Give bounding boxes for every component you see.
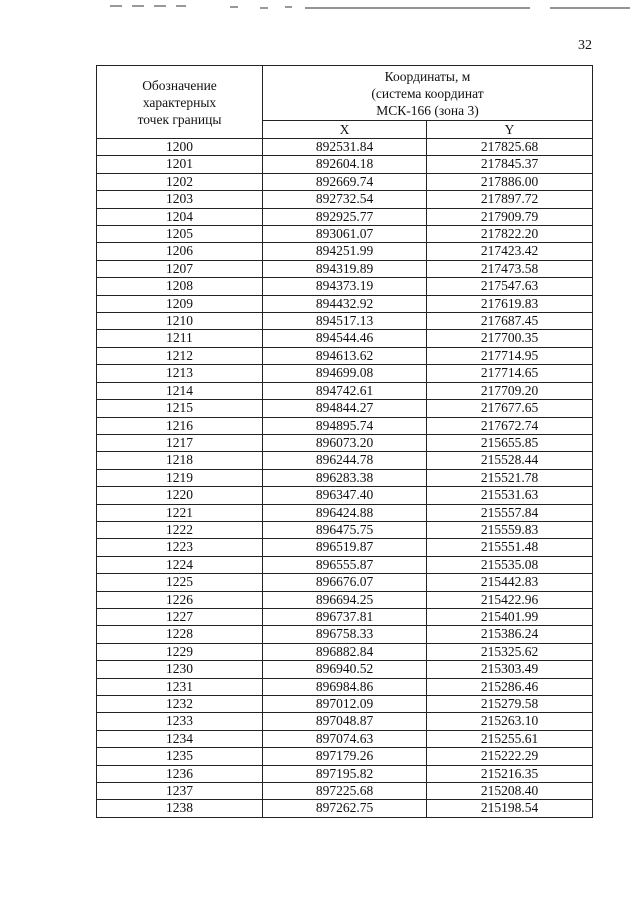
point-id-cell: 1212 — [97, 347, 263, 364]
point-id-cell: 1229 — [97, 643, 263, 660]
table-row — [97, 678, 593, 695]
table-row — [97, 243, 593, 260]
table-row — [97, 696, 593, 713]
x-coordinate-cell: 894432.92 — [263, 295, 427, 312]
point-id-cell: 1213 — [97, 365, 263, 382]
page-number: 32 — [578, 38, 592, 53]
x-coordinate-cell: 896555.87 — [263, 556, 427, 573]
x-coordinate-cell: 894517.13 — [263, 313, 427, 330]
point-id-cell: 1221 — [97, 504, 263, 521]
x-coordinate-cell: 894319.89 — [263, 260, 427, 277]
x-coordinate-cell: 894251.99 — [263, 243, 427, 260]
y-coordinate-cell: 217822.20 — [427, 226, 593, 243]
y-coordinate-cell: 217714.95 — [427, 347, 593, 364]
point-id-cell: 1211 — [97, 330, 263, 347]
header-name-line-1: Обозначение — [142, 77, 217, 93]
table-row — [97, 260, 593, 277]
y-coordinate-cell: 215551.48 — [427, 539, 593, 556]
y-coordinate-cell: 217709.20 — [427, 382, 593, 399]
header-coordinates — [263, 66, 593, 121]
y-coordinate-cell: 215279.58 — [427, 696, 593, 713]
point-id-cell: 1237 — [97, 783, 263, 800]
table-row — [97, 504, 593, 521]
table-row — [97, 313, 593, 330]
table-row — [97, 278, 593, 295]
table-row — [97, 765, 593, 782]
x-coordinate-cell: 892732.54 — [263, 191, 427, 208]
table-row — [97, 713, 593, 730]
x-coordinate-cell: 897225.68 — [263, 783, 427, 800]
point-id-cell: 1203 — [97, 191, 263, 208]
y-coordinate-cell: 215528.44 — [427, 452, 593, 469]
x-coordinate-cell: 892604.18 — [263, 156, 427, 173]
point-id-cell: 1218 — [97, 452, 263, 469]
point-id-cell: 1220 — [97, 487, 263, 504]
table-row — [97, 365, 593, 382]
point-id-cell: 1230 — [97, 661, 263, 678]
point-id-cell: 1219 — [97, 469, 263, 486]
y-coordinate-cell: 215401.99 — [427, 608, 593, 625]
y-coordinate-cell: 217677.65 — [427, 400, 593, 417]
x-coordinate-cell: 892669.74 — [263, 173, 427, 190]
y-coordinate-cell: 215386.24 — [427, 626, 593, 643]
x-coordinate-cell: 894844.27 — [263, 400, 427, 417]
table-row — [97, 295, 593, 312]
y-coordinate-cell: 217672.74 — [427, 417, 593, 434]
point-id-cell: 1223 — [97, 539, 263, 556]
x-coordinate-cell: 897179.26 — [263, 748, 427, 765]
y-coordinate-cell: 217714.65 — [427, 365, 593, 382]
point-id-cell: 1206 — [97, 243, 263, 260]
table-row — [97, 556, 593, 573]
table-row — [97, 608, 593, 625]
x-coordinate-cell: 896424.88 — [263, 504, 427, 521]
y-coordinate-cell: 215422.96 — [427, 591, 593, 608]
x-coordinate-cell: 893061.07 — [263, 226, 427, 243]
y-coordinate-cell: 215531.63 — [427, 487, 593, 504]
x-coordinate-cell: 892531.84 — [263, 139, 427, 156]
y-coordinate-cell: 215521.78 — [427, 469, 593, 486]
table-row — [97, 539, 593, 556]
table-row — [97, 800, 593, 817]
x-coordinate-cell: 894544.46 — [263, 330, 427, 347]
boundary-points-table — [96, 65, 593, 818]
table-row — [97, 469, 593, 486]
y-coordinate-cell: 215216.35 — [427, 765, 593, 782]
point-id-cell: 1225 — [97, 574, 263, 591]
point-id-cell: 1209 — [97, 295, 263, 312]
point-id-cell: 1201 — [97, 156, 263, 173]
x-coordinate-cell: 897074.63 — [263, 730, 427, 747]
y-coordinate-cell: 217825.68 — [427, 139, 593, 156]
point-id-cell: 1227 — [97, 608, 263, 625]
point-id-cell: 1224 — [97, 556, 263, 573]
y-coordinate-cell: 215557.84 — [427, 504, 593, 521]
point-id-cell: 1210 — [97, 313, 263, 330]
y-coordinate-cell: 215303.49 — [427, 661, 593, 678]
table-row — [97, 591, 593, 608]
table-row — [97, 643, 593, 660]
point-id-cell: 1233 — [97, 713, 263, 730]
y-coordinate-cell: 217423.42 — [427, 243, 593, 260]
header-name-line-2: характерных — [142, 94, 217, 110]
table-row — [97, 521, 593, 538]
header-x: X — [263, 121, 427, 139]
y-coordinate-cell: 217886.00 — [427, 173, 593, 190]
x-coordinate-cell: 896283.38 — [263, 469, 427, 486]
header-point-designation — [97, 66, 263, 139]
y-coordinate-cell: 215535.08 — [427, 556, 593, 573]
y-coordinate-cell: 215655.85 — [427, 434, 593, 451]
y-coordinate-cell: 215286.46 — [427, 678, 593, 695]
point-id-cell: 1234 — [97, 730, 263, 747]
point-id-cell: 1236 — [97, 765, 263, 782]
point-id-cell: 1238 — [97, 800, 263, 817]
x-coordinate-cell: 896758.33 — [263, 626, 427, 643]
table-row — [97, 382, 593, 399]
header-coords-line-3: МСК-166 (зона 3) — [376, 103, 479, 118]
point-id-cell: 1207 — [97, 260, 263, 277]
table-row — [97, 347, 593, 364]
x-coordinate-cell: 896694.25 — [263, 591, 427, 608]
point-id-cell: 1214 — [97, 382, 263, 399]
y-coordinate-cell: 217687.45 — [427, 313, 593, 330]
x-coordinate-cell: 894373.19 — [263, 278, 427, 295]
header-coords-line-1: Координаты, м — [384, 69, 471, 84]
x-coordinate-cell: 896676.07 — [263, 574, 427, 591]
header-name-line-3: точек границы — [137, 111, 222, 127]
table-row — [97, 434, 593, 451]
table-row — [97, 226, 593, 243]
x-coordinate-cell: 896737.81 — [263, 608, 427, 625]
table-row — [97, 661, 593, 678]
x-coordinate-cell: 896519.87 — [263, 539, 427, 556]
y-coordinate-cell: 215222.29 — [427, 748, 593, 765]
header-coords-line-2: (система координат — [371, 86, 484, 101]
x-coordinate-cell: 896940.52 — [263, 661, 427, 678]
y-coordinate-cell: 215263.10 — [427, 713, 593, 730]
point-id-cell: 1205 — [97, 226, 263, 243]
table-row — [97, 748, 593, 765]
y-coordinate-cell: 215325.62 — [427, 643, 593, 660]
scan-edge-marks — [110, 4, 630, 10]
point-id-cell: 1215 — [97, 400, 263, 417]
y-coordinate-cell: 217473.58 — [427, 260, 593, 277]
x-coordinate-cell: 894613.62 — [263, 347, 427, 364]
y-coordinate-cell: 217700.35 — [427, 330, 593, 347]
point-id-cell: 1222 — [97, 521, 263, 538]
table-row — [97, 156, 593, 173]
table-row — [97, 626, 593, 643]
table-row — [97, 208, 593, 225]
y-coordinate-cell: 215255.61 — [427, 730, 593, 747]
x-coordinate-cell: 892925.77 — [263, 208, 427, 225]
x-coordinate-cell: 897195.82 — [263, 765, 427, 782]
x-coordinate-cell: 897012.09 — [263, 696, 427, 713]
y-coordinate-cell: 215559.83 — [427, 521, 593, 538]
point-id-cell: 1232 — [97, 696, 263, 713]
point-id-cell: 1226 — [97, 591, 263, 608]
table-row — [97, 330, 593, 347]
y-coordinate-cell: 217619.83 — [427, 295, 593, 312]
table-row — [97, 400, 593, 417]
header-y: Y — [427, 121, 593, 139]
y-coordinate-cell: 217909.79 — [427, 208, 593, 225]
x-coordinate-cell: 896073.20 — [263, 434, 427, 451]
x-coordinate-cell: 896244.78 — [263, 452, 427, 469]
x-coordinate-cell: 896984.86 — [263, 678, 427, 695]
x-coordinate-cell: 897262.75 — [263, 800, 427, 817]
y-coordinate-cell: 217845.37 — [427, 156, 593, 173]
point-id-cell: 1200 — [97, 139, 263, 156]
table-row — [97, 730, 593, 747]
table-row — [97, 452, 593, 469]
table-row — [97, 487, 593, 504]
y-coordinate-cell: 215208.40 — [427, 783, 593, 800]
table-body — [97, 139, 593, 818]
x-coordinate-cell: 894742.61 — [263, 382, 427, 399]
x-coordinate-cell: 896347.40 — [263, 487, 427, 504]
point-id-cell: 1202 — [97, 173, 263, 190]
y-coordinate-cell: 215198.54 — [427, 800, 593, 817]
x-coordinate-cell: 896475.75 — [263, 521, 427, 538]
y-coordinate-cell: 217547.63 — [427, 278, 593, 295]
point-id-cell: 1204 — [97, 208, 263, 225]
table-row — [97, 574, 593, 591]
point-id-cell: 1235 — [97, 748, 263, 765]
point-id-cell: 1216 — [97, 417, 263, 434]
table-row — [97, 417, 593, 434]
point-id-cell: 1228 — [97, 626, 263, 643]
point-id-cell: 1231 — [97, 678, 263, 695]
y-coordinate-cell: 217897.72 — [427, 191, 593, 208]
x-coordinate-cell: 894699.08 — [263, 365, 427, 382]
point-id-cell: 1208 — [97, 278, 263, 295]
y-coordinate-cell: 215442.83 — [427, 574, 593, 591]
table-row — [97, 783, 593, 800]
x-coordinate-cell: 896882.84 — [263, 643, 427, 660]
x-coordinate-cell: 894895.74 — [263, 417, 427, 434]
table-row — [97, 139, 593, 156]
point-id-cell: 1217 — [97, 434, 263, 451]
table-row — [97, 191, 593, 208]
x-coordinate-cell: 897048.87 — [263, 713, 427, 730]
table-row — [97, 173, 593, 190]
